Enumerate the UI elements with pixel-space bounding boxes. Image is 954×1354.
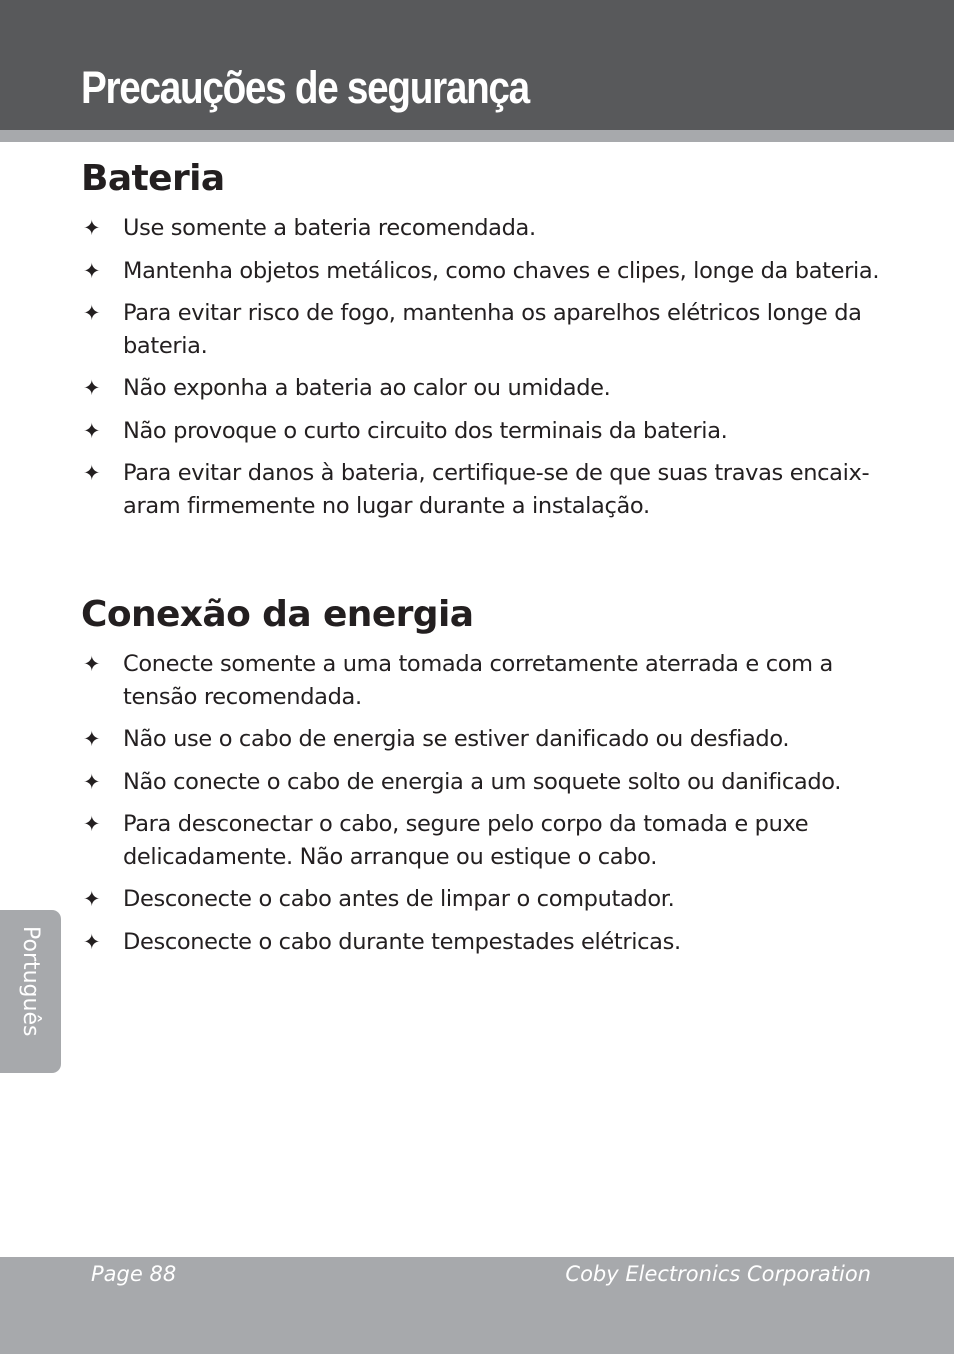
four-pointed-star-icon: ✦: [83, 418, 101, 443]
four-pointed-star-icon: ✦: [83, 258, 101, 283]
list-item: ✦ Não exponha a bateria ao calor ou umidade.: [81, 372, 881, 405]
section-heading-bateria: Bateria: [81, 158, 225, 199]
company-name: Coby Electronics Corporation: [565, 1262, 871, 1286]
four-pointed-star-icon: ✦: [83, 769, 101, 794]
four-pointed-star-icon: ✦: [83, 929, 101, 954]
page-number: Page 88: [91, 1262, 177, 1286]
list-item: ✦ Não conecte o cabo de energia a um soquete solto ou danificado.: [81, 766, 881, 799]
four-pointed-star-icon: ✦: [83, 887, 101, 911]
list-item: ✦ Conecte somente a uma tomada corretamente aterrada e com a tensão recomendada.: [81, 648, 881, 713]
list-item: ✦ Use somente a bateria recomendada.: [81, 212, 881, 245]
bateria-list: [81, 212, 881, 532]
list-item: ✦ Mantenha objetos metálicos, como chaves e clipes, longe da bateria.: [81, 255, 881, 288]
four-pointed-star-icon: ✦: [83, 461, 101, 485]
four-pointed-star-icon: ✦: [83, 216, 101, 240]
list-item: ✦ Para evitar risco de fogo, mantenha os aparelhos elétricos longe da bateria.: [81, 297, 881, 362]
section-heading-conexao-energia: Conexão da energia: [81, 594, 474, 635]
four-pointed-star-icon: ✦: [83, 812, 101, 836]
language-tab-label: Português: [18, 926, 43, 1037]
four-pointed-star-icon: ✦: [83, 376, 101, 400]
header-stripe: [0, 130, 954, 142]
four-pointed-star-icon: ✦: [83, 652, 101, 676]
list-item: ✦ Não provoque o curto circuito dos terminais da bateria.: [81, 415, 881, 448]
four-pointed-star-icon: ✦: [83, 727, 101, 751]
list-item: ✦ Para evitar danos à bateria, certifique-se de que suas travas encaix-aram firmemente no lugar durante a instalação.: [81, 457, 881, 522]
four-pointed-star-icon: ✦: [83, 301, 101, 325]
conexao-energia-list: [81, 648, 881, 968]
list-item: ✦ Desconecte o cabo antes de limpar o computador.: [81, 883, 881, 916]
list-item: ✦ Desconecte o cabo durante tempestades elétricas.: [81, 926, 881, 959]
page-title: Precauções de segurança: [81, 62, 529, 113]
list-item: ✦ Para desconectar o cabo, segure pelo corpo da tomada e puxe delicadamente. Não arranque ou estique o cabo.: [81, 808, 881, 873]
list-item: ✦ Não use o cabo de energia se estiver danificado ou desfiado.: [81, 723, 881, 756]
